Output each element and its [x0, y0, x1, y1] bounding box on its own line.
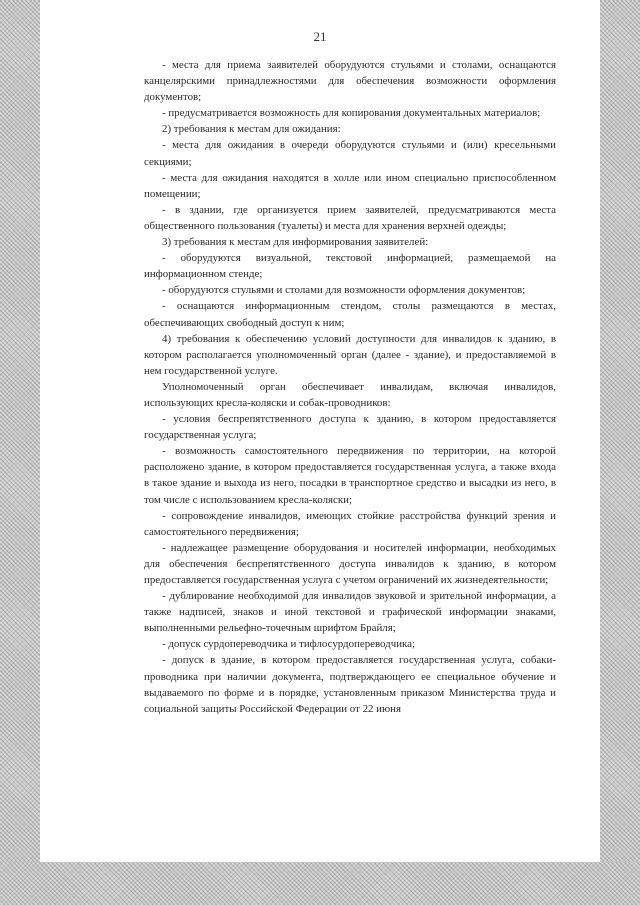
paragraph: - допуск в здание, в котором предоставляется государственная услуга, собаки-проводника при наличии документа, подтверждающего ее специальное обучение и выдаваемого по форме и в порядке, установленным приказом Министерства труда и социальной защиты Российской Федерации от 22 июня — [144, 654, 556, 715]
paragraph: 3) требования к местам для информирования заявителей: — [162, 236, 429, 249]
scan-border-left — [0, 0, 40, 875]
paragraph: - оборудуются визуальной, текстовой информацией, размещаемой на информационном стенде; — [144, 252, 556, 281]
paragraph: - оснащаются информационным стендом, столы размещаются в местах, обеспечивающих свободный доступ к ним; — [144, 300, 556, 329]
page-number: 21 — [313, 29, 327, 44]
paragraph: - допуск сурдопереводчика и тифлосурдопереводчика; — [162, 638, 416, 651]
paragraph: - места для ожидания находятся в холле или ином специально приспособленном помещении; — [144, 171, 556, 200]
paragraph: - предусматривается возможность для копирования документальных материалов; — [162, 107, 541, 120]
paragraph: - оборудуются стульями и столами для возможности оформления документов; — [162, 284, 526, 297]
document-page — [40, 0, 600, 862]
body-text — [144, 57, 556, 717]
paragraph: - условия беспрепятственного доступа к зданию, в котором предоставляется государственная услуга; — [144, 413, 556, 442]
paragraph: Уполномоченный орган обеспечивает инвалидам, включая инвалидов, использующих кресла-коляски и собак-проводников: — [144, 380, 556, 409]
scan-border-right — [600, 0, 640, 875]
paragraph: - дублирование необходимой для инвалидов звуковой и зрительной информации, а также надписей, знаков и иной текстовой и графической информации знаками, выполненными рельефно-точечным шрифтом Брайля; — [144, 590, 556, 635]
scan-border-bottom — [0, 862, 640, 905]
paragraph: 4) требования к обеспечению условий доступности для инвалидов к зданию, в котором располагается уполномоченный орган (далее - здание), и предоставляемой в нем государственной услуге. — [144, 332, 556, 377]
paragraph: - места для ожидания в очереди оборудуются стульями и (или) кресельными секциями; — [144, 139, 556, 168]
paragraph: - сопровождение инвалидов, имеющих стойкие расстройства функций зрения и самостоятельного передвижения; — [144, 509, 556, 538]
paragraph: - в здании, где организуется прием заявителей, предусматриваются места общественного пользования (туалеты) и места для хранения верхней одежды; — [144, 203, 556, 232]
paragraph: - места для приема заявителей оборудуются стульями и столами, оснащаются канцелярскими принадлежностями для обеспечения возможности оформления документов; — [144, 59, 556, 104]
paragraph: - надлежащее размещение оборудования и носителей информации, необходимых для обеспечения беспрепятственного доступа инвалидов к зданию, в котором предоставляется государственная услуга с учетом ограничений их жизнедеятельности; — [144, 541, 556, 586]
paragraph: - возможность самостоятельного передвижения по территории, на которой расположено здание, в котором предоставляется государственная услуга, а также входа в такое здание и выхода из него, посадки в транспортное средство и высадки из него, в том числе с использованием кресла-коляски; — [144, 445, 556, 506]
paragraph: 2) требования к местам для ожидания: — [162, 123, 341, 136]
